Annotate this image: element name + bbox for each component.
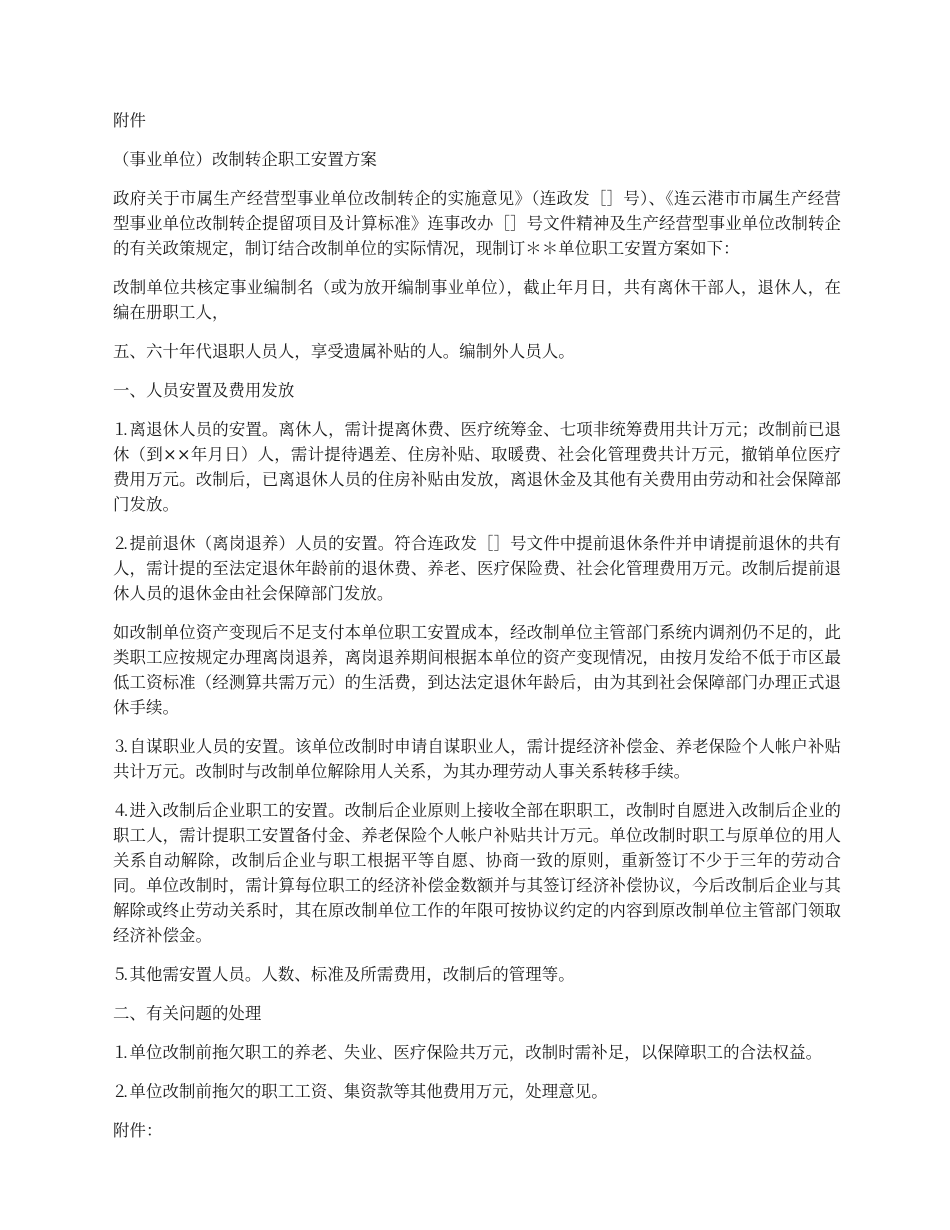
document-title: （事业单位）改制转企职工安置方案: [113, 150, 377, 169]
paragraph-staff-count: 改制单位共核定事业编制名（或为放开编制事业单位），截止年月日，共有离休干部人，退休人，在编在册职工人，: [113, 278, 841, 322]
item-2-2: ⒉单位改制前拖欠的职工工资、集资款等其他费用万元，处理意见。: [113, 1082, 608, 1101]
section-heading-1: 一、人员安置及费用发放: [113, 381, 295, 400]
attachment-footer: 附件：: [113, 1121, 163, 1140]
paragraph-asset-shortfall: 如改制单位资产变现后不足支付本单位职工安置成本，经改制单位主管部门系统内调剂仍不足的，此类职工应按规定办理离岗退养，离岗退养期间根据本单位的资产变现情况，由按月发给不低于市区最低工资标准（经测算共需万元）的生活费，到达法定退休年龄后，由为其到社会保障部门办理正式退休手续。: [113, 623, 841, 717]
section-heading-2: 二、有关问题的处理: [113, 1004, 262, 1023]
item-2-1: ⒈单位改制前拖欠职工的养老、失业、医疗保险共万元，改制时需补足，以保障职工的合法权益。: [113, 1043, 823, 1062]
item-1-1: ⒈离退休人员的安置。离休人，需计提离休费、医疗统筹金、七项非统筹费用共计万元；改制前已退休（到××年月日）人，需计提待遇差、住房补贴、取暖费、社会化管理费共计万元，撤销单位医疗费用万元。改制后，已离退休人员的住房补贴由发放，离退休金及其他有关费用由劳动和社会保障部门发放。: [113, 420, 841, 514]
item-1-3: ⒊自谋职业人员的安置。该单位改制时申请自谋职业人，需计提经济补偿金、养老保险个人帐户补贴共计万元。改制时与改制单位解除用人关系，为其办理劳动人事关系转移手续。: [113, 737, 841, 781]
item-1-4: ⒋进入改制后企业职工的安置。改制后企业原则上接收全部在职职工，改制时自愿进入改制后企业的职工人，需计提职工安置备付金、养老保险个人帐户补贴共计万元。单位改制时职工与原单位的用人关系自动解除，改制后企业与职工根据平等自愿、协商一致的原则，重新签订不少于三年的劳动合同。单位改制时，需计算每位职工的经济补偿金数额并与其签订经济补偿协议，今后改制后企业与其解除或终止劳动关系时，其在原改制单位工作的年限可按协议约定的内容到原改制单位主管部门领取经济补偿金。: [113, 801, 841, 945]
item-1-5: ⒌其他需安置人员。人数、标准及所需费用，改制后的管理等。: [113, 965, 575, 984]
item-1-2: ⒉提前退休（离岗退养）人员的安置。符合连政发［］号文件中提前退休条件并申请提前退休的共有人，需计提的至法定退休年龄前的退休费、养老、医疗保险费、社会化管理费用万元。改制后提前退休人员的退休金由社会保障部门发放。: [113, 534, 841, 603]
paragraph-retired-count: 五、六十年代退职人员人，享受遗属补贴的人。编制外人员人。: [113, 342, 575, 361]
attachment-label: 附件: [113, 111, 146, 130]
document-page: [113, 108, 841, 1157]
paragraph-basis: 政府关于市属生产经营型事业单位改制转企的实施意见》（连政发［］号）、《连云港市市属生产经营型事业单位改制转企提留项目及计算标准》连事改办［］号文件精神及生产经营型事业单位改制转企的有关政策规定，制订结合改制单位的实际情况，现制订＊＊单位职工安置方案如下：: [113, 189, 841, 258]
